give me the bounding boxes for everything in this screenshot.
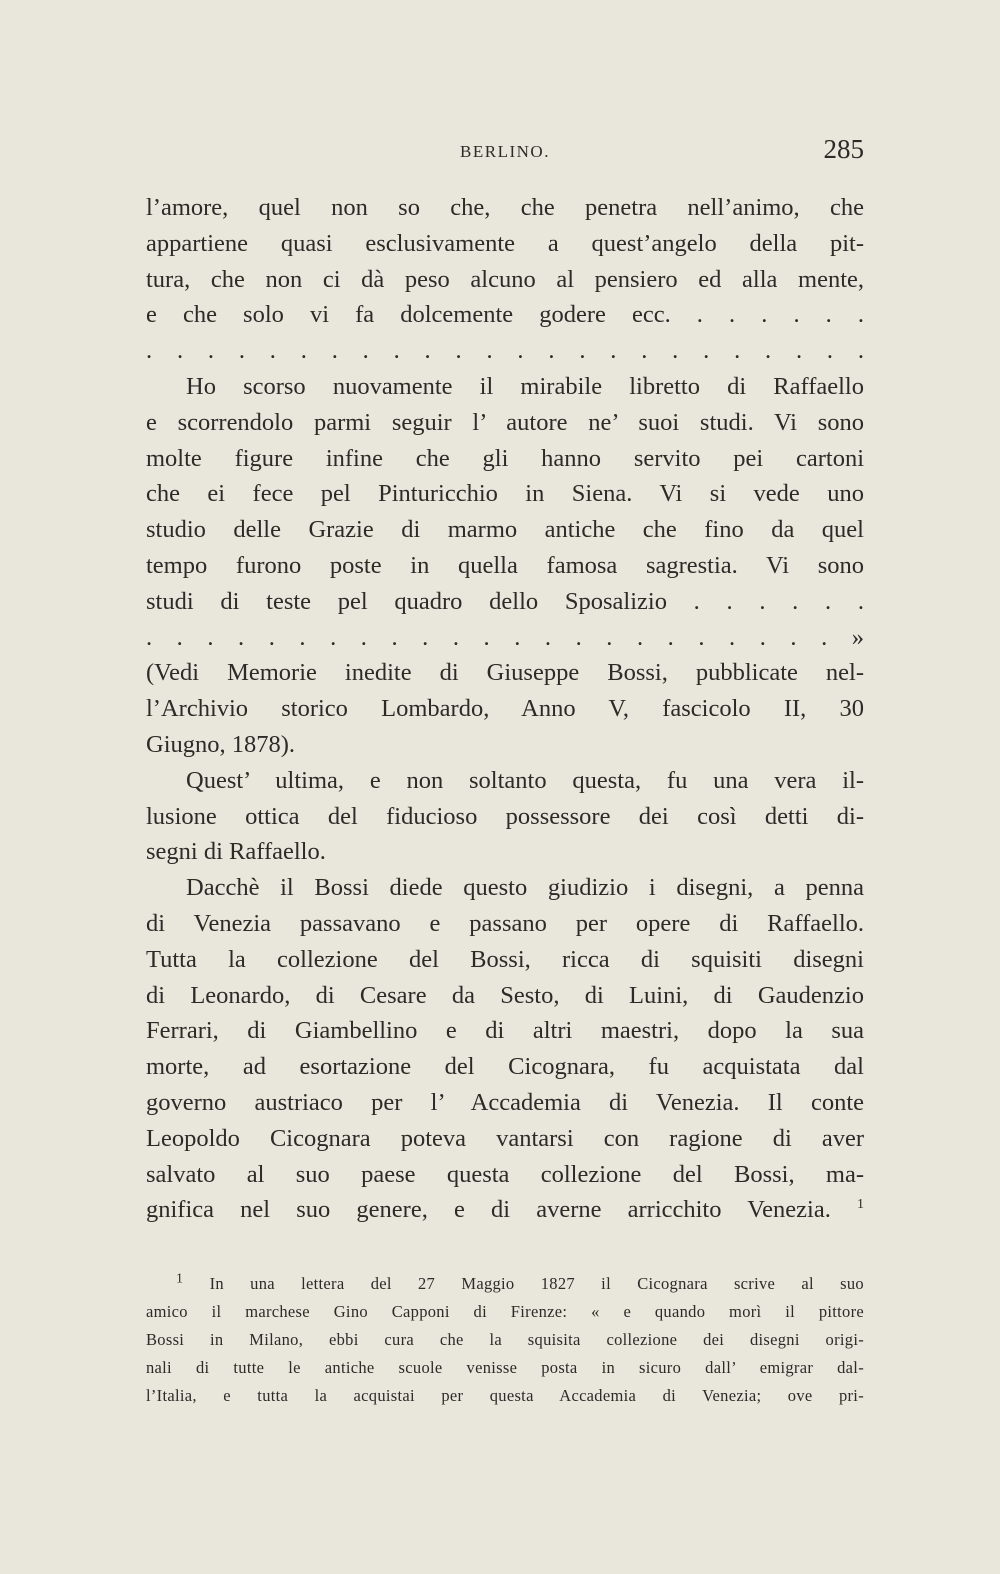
page-header [146,134,864,174]
body-line: studi di teste pel quadro dello Sposalizio . . . . . . [146,587,864,615]
body-line: tura, che non ci dà peso alcuno al pensiero ed alla mente, [146,265,864,293]
body-line-with-note [146,1192,864,1228]
body-line: l’amore, quel non so che, che penetra nell’animo, che [146,194,864,221]
body-line: (Vedi Memorie inedite di Giuseppe Bossi, pubblicate nel- [146,659,864,687]
body-line: di Venezia passavano e passano per opere di Raffaello. [146,909,864,937]
body-line: Leopoldo Cicognara poteva vantarsi con ragione di aver [146,1124,864,1152]
body-line: Ho scorso nuovamente il mirabile libretto di Raffaello [186,372,864,400]
body-line: salvato al suo paese questa collezione del Bossi, ma- [146,1160,864,1188]
running-title: BERLINO. [460,142,550,161]
body-line: Giugno, 1878). [146,730,296,758]
body-line: e scorrendolo parmi seguir l’ autore ne’ suoi studi. Vi sono [146,408,864,436]
footnote-line [146,1270,864,1298]
page-number: 285 [823,134,864,164]
body-line: segni di Raffaello. [146,838,326,866]
body-line: . . . . . . . . . . . . . . . . . . . . . . . . [146,337,864,365]
body-line: tempo furono poste in quella famosa sagrestia. Vi sono [146,551,864,579]
body-line: l’Archivio storico Lombardo, Anno V, fascicolo II, 30 [146,695,864,723]
body-line: governo austriaco per l’ Accademia di Venezia. Il conte [146,1088,864,1116]
body-line: appartiene quasi esclusivamente a quest’angelo della pit- [146,229,864,257]
body-line: studio delle Grazie di marmo antiche che fino da quel [146,516,864,544]
body-line: molte figure infine che gli hanno servito pei cartoni [146,444,864,472]
body-line: che ei fece pel Pinturicchio in Siena. Vi si vede uno [146,480,864,508]
footnote-line: nali di tutte le antiche scuole venisse posta in sicuro dall’ emigrar dal- [146,1358,864,1377]
body-line-text: gnifica nel suo genere, e di averne arricchito Venezia. [146,1196,831,1224]
body-line: . . . . . . . . . . . . . . . . . . . . . . . » [146,623,864,651]
footnote-line: amico il marchese Gino Capponi di Firenze: « e quando morì il pittore [146,1302,864,1321]
body-line: e che solo vi fa dolcemente godere ecc. . . . . . . [146,301,864,329]
body-line: Tutta la collezione del Bossi, ricca di squisiti disegni [146,945,864,973]
footnote-marker: 1 [176,1271,184,1287]
footnote-reference: 1 [857,1197,865,1213]
footnote-line: Bossi in Milano, ebbi cura che la squisita collezione dei disegni origi- [146,1330,864,1349]
body-text [146,190,864,1228]
body-line: lusione ottica del fiducioso possessore dei così detti di- [146,802,864,830]
footnote-line-text: In una lettera del 27 Maggio 1827 il Cicognara scrive al suo [209,1274,864,1293]
footnotes [146,1270,864,1410]
body-line: Quest’ ultima, e non soltanto questa, fu una vera il- [186,766,864,794]
body-line: morte, ad esortazione del Cicognara, fu acquistata dal [146,1053,864,1081]
footnote-line: l’Italia, e tutta la acquistai per questa Accademia di Venezia; ove pri- [146,1386,864,1405]
body-line: Dacchè il Bossi diede questo giudizio i disegni, a penna [186,874,864,902]
body-line: di Leonardo, di Cesare da Sesto, di Luini, di Gaudenzio [146,981,864,1009]
body-line: Ferrari, di Giambellino e di altri maestri, dopo la sua [146,1017,864,1045]
